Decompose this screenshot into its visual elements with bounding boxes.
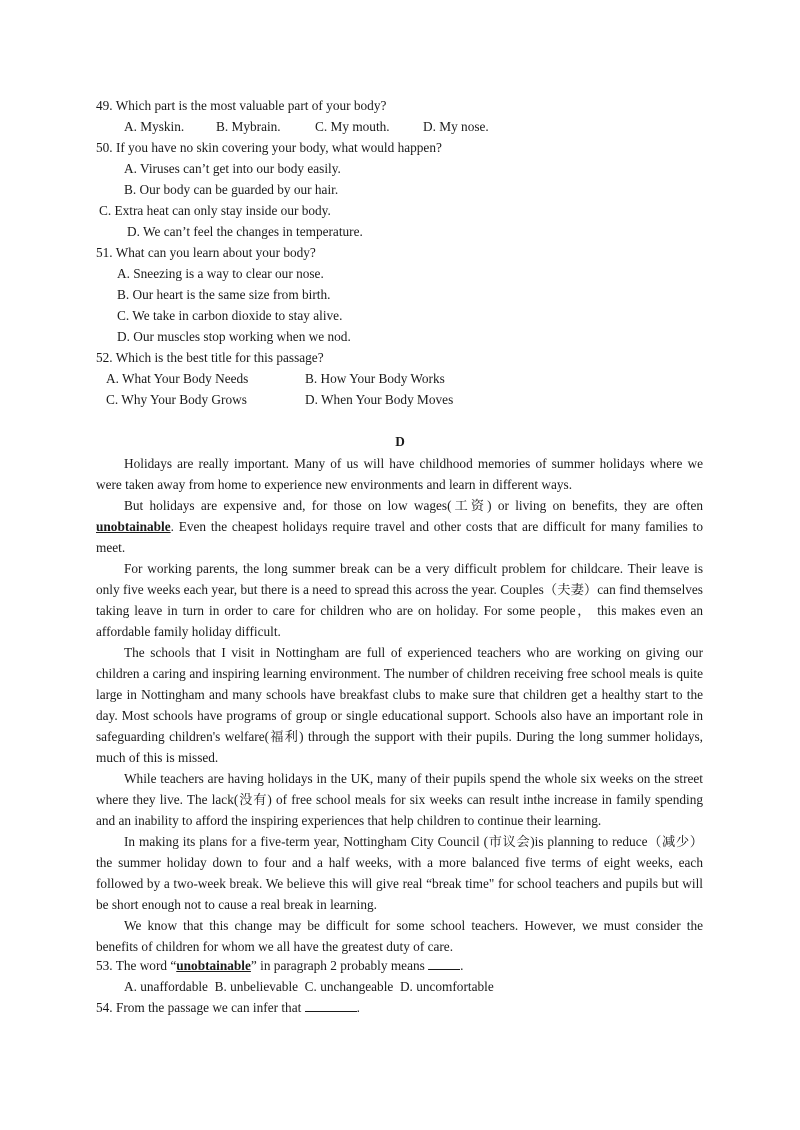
answer-blank: [305, 999, 357, 1012]
question-51: 51. What can you learn about your body?: [96, 245, 316, 260]
paragraph-2-text-before: But holidays are expensive and, for those on low wages(工资) or living on benefits, they are often: [124, 498, 703, 513]
question-52: 52. Which is the best title for this passage?: [96, 350, 324, 365]
passage-paragraph-6: In making its plans for a five-term year, Nottingham City Council (市议会)is planning to reduce（减少） the summer holiday down to four and a half weeks, with a more balanced five terms of eight weeks, each followed by a two-week break. We believe this will give real “break time" for school teachers and pupils but will be short enough not to cause a real break in learning.: [96, 834, 703, 912]
paragraph-2-text-after: . Even the cheapest holidays require travel and other costs that are difficult for many families to meet.: [96, 519, 703, 555]
question-50-option-c: C. Extra heat can only stay inside our body.: [99, 203, 331, 218]
option-c: C. My mouth.: [315, 119, 390, 134]
passage-paragraph-1: Holidays are really important. Many of us will have childhood memories of summer holidays where we were taken away from home to experience new environments and learn in different ways.: [96, 456, 703, 492]
question-50-option-b: B. Our body can be guarded by our hair.: [124, 182, 339, 197]
section-heading: D: [395, 434, 405, 449]
passage-paragraph-4: The schools that I visit in Nottingham are full of experienced teachers who are working on giving our children a caring and inspiring learning environment. The number of children receiving free school meals is quite large in Nottingham and many schools have breakfast clubs to make sure that children get a healthy start to the day. Most schools have programs of group or single educational support. Schools also have an important role in safeguarding children's welfare(福利) through the support with their pupils. During the long summer holidays, much of this is missed.: [96, 645, 703, 765]
passage-paragraph-5: While teachers are having holidays in the UK, many of their pupils spend the whole six weeks on the street where they live. The lack(没有) of free school meals for six weeks can result inthe increase in family spending and an inability to afford the inspiring experiences that help children to continue their learning.: [96, 771, 703, 828]
option-a: A. Myskin.: [124, 119, 185, 134]
keyword-unobtainable: unobtainable: [176, 958, 251, 973]
passage-paragraph-2: [96, 495, 703, 558]
question-54: 54. From the passage we can infer that .: [96, 1000, 360, 1015]
question-50-option-d: D. We can’t feel the changes in temperature.: [127, 224, 363, 239]
question-51-option-d: D. Our muscles stop working when we nod.: [117, 329, 351, 344]
question-50: 50. If you have no skin covering your body, what would happen?: [96, 140, 442, 155]
question-51-option-a: A. Sneezing is a way to clear our nose.: [117, 266, 324, 281]
keyword-unobtainable: unobtainable: [96, 519, 171, 534]
question-52-options-row-2: [0, 390, 454, 470]
option-b: B. Mybrain.: [216, 119, 281, 134]
answer-blank: [428, 957, 460, 970]
option-c: C. Why Your Body Grows: [106, 392, 247, 407]
option-d: D. When Your Body Moves: [305, 392, 454, 407]
question-53-options: A. unaffordable B. unbelievable C. unchangeable D. uncomfortable: [124, 979, 494, 994]
question-49: 49. Which part is the most valuable part of your body?: [96, 98, 387, 113]
option-a: A. What Your Body Needs: [106, 371, 249, 386]
question-53: 53. The word “unobtainable” in paragraph 2 probably means .: [96, 958, 464, 973]
question-51-option-c: C. We take in carbon dioxide to stay alive.: [117, 308, 343, 323]
passage-paragraph-7: We know that this change may be difficult for some school teachers. However, we must consider the benefits of children for whom we all have the greatest duty of care.: [96, 918, 703, 954]
option-d: D. My nose.: [423, 119, 489, 134]
passage-paragraph-3: For working parents, the long summer break can be a very difficult problem for childcare. Their leave is only five weeks each year, but there is a need to spread this across the year. Couples（夫妻）can find themselves taking leave in turn in order to care for children who are on holiday. For some people， this makes even an affordable family holiday difficult.: [96, 561, 703, 639]
question-51-option-b: B. Our heart is the same size from birth.: [117, 287, 331, 302]
question-50-option-a: A. Viruses can’t get into our body easily.: [124, 161, 341, 176]
option-b: B. How Your Body Works: [305, 371, 445, 386]
